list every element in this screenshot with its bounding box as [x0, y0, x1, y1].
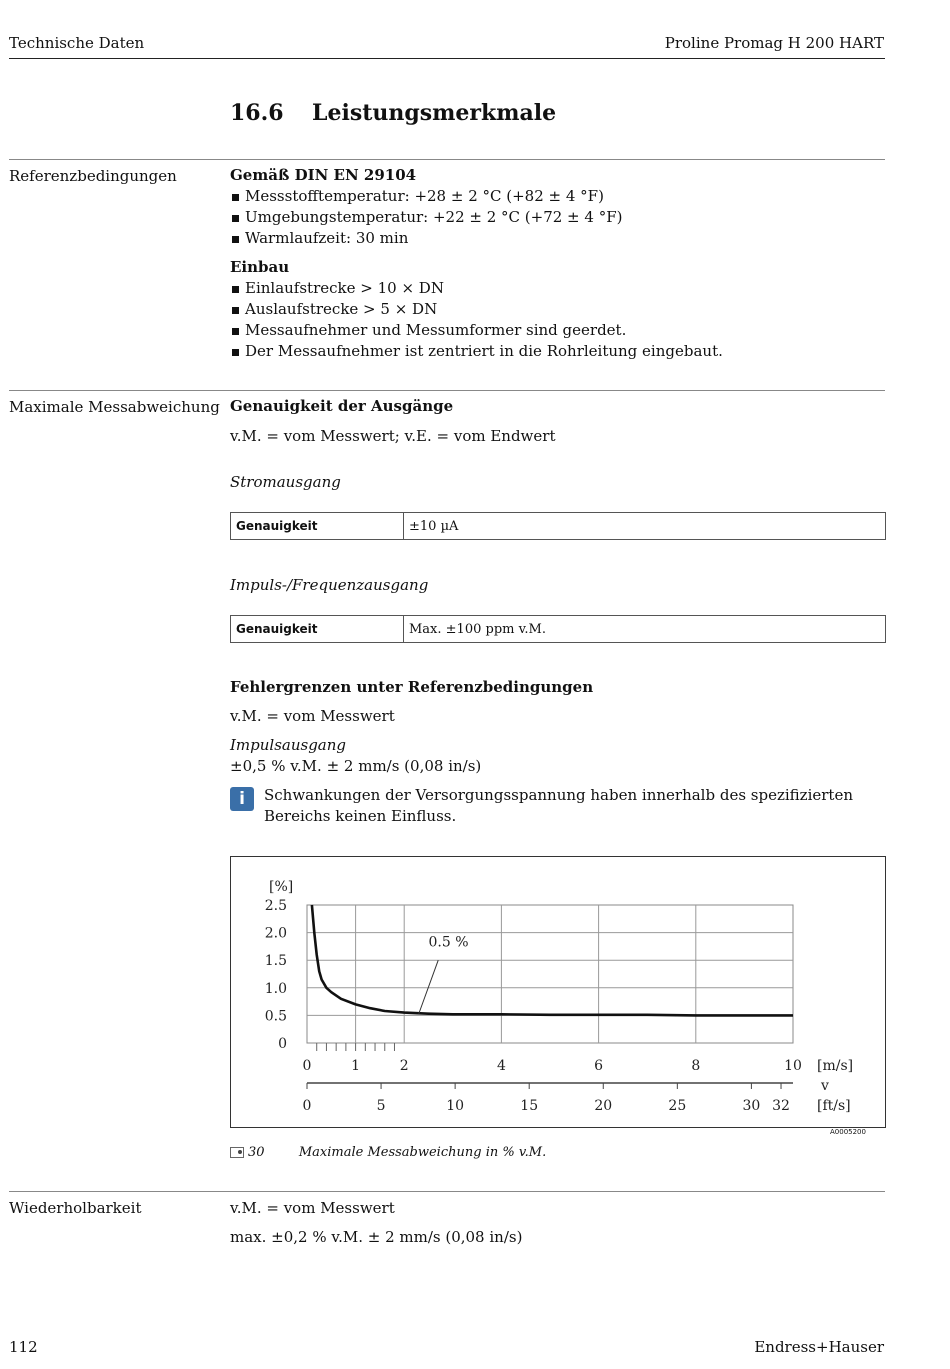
impuls-key: Genauigkeit [231, 616, 404, 643]
wiederhol-line2: max. ±0,2 % v.M. ± 2 mm/s (0,08 in/s) [230, 1228, 523, 1246]
rule-messabweichung [9, 390, 885, 391]
fehler-definition: v.M. = vom Messwert [230, 707, 395, 725]
y-tick-label: 0 [278, 1036, 287, 1052]
x-tick-label: 1 [351, 1058, 361, 1074]
y-tick-label: 2.5 [264, 898, 287, 914]
figure-icon [230, 1147, 244, 1158]
footer-brand: Endress+Hauser [754, 1338, 884, 1356]
ft-tick-label: 32 [772, 1098, 790, 1114]
strom-key: Genauigkeit [231, 513, 404, 540]
label-messabweichung: Maximale Messabweichung [9, 398, 220, 416]
info-icon: i [230, 787, 254, 811]
x-unit-bottom: [ft/s] [817, 1098, 851, 1114]
note-text: Schwankungen der Versorgungsspannung haben innerhalb des spezifizierten Bereichs keinen Einfluss. [264, 786, 853, 825]
rule-referenz [9, 159, 885, 160]
x-unit-top: [m/s] [817, 1058, 854, 1074]
figure-caption [230, 1145, 546, 1160]
x-tick-label: 0 [302, 1058, 312, 1074]
plot-area [307, 905, 793, 1043]
list-item: Messstofftemperatur: +28 ± 2 °C (+82 ± 4 °F) [230, 186, 886, 207]
y-tick-label: 1.5 [264, 953, 287, 970]
impulsausgang-value: ±0,5 % v.M. ± 2 mm/s (0,08 in/s) [230, 757, 482, 775]
strom-value: ±10 µA [404, 513, 886, 540]
ft-tick-label: 20 [594, 1098, 613, 1114]
x-variable-label: v [821, 1078, 829, 1094]
x-tick-label: 8 [691, 1058, 701, 1074]
list-item: Einlaufstrecke > 10 × DN [230, 278, 886, 299]
annotation-label: 0.5 % [428, 934, 469, 951]
genauigkeit-heading: Genauigkeit der Ausgänge [230, 397, 454, 415]
referenz-heading-einbau: Einbau [230, 258, 290, 276]
x-tick-label: 4 [496, 1058, 506, 1074]
label-wiederhol: Wiederholbarkeit [9, 1199, 142, 1217]
chart-frame [230, 856, 886, 1128]
figure-id: A0005200 [830, 1128, 866, 1136]
impuls-value: Max. ±100 ppm v.M. [404, 616, 886, 643]
ft-tick-label: 15 [520, 1098, 539, 1114]
error-curve-chart [231, 857, 885, 1127]
strom-title: Stromausgang [230, 473, 341, 491]
list-item: Warmlaufzeit: 30 min [230, 228, 886, 249]
y-axis-label: [%] [269, 879, 294, 895]
rule-wiederhol [9, 1191, 885, 1192]
referenz-list-2 [230, 278, 886, 362]
strom-table [230, 512, 886, 540]
ft-tick-label: 5 [376, 1098, 386, 1114]
referenz-block [230, 165, 886, 362]
wiederhol-line1: v.M. = vom Messwert [230, 1199, 395, 1217]
list-item: Der Messaufnehmer ist zentriert in die Rohrleitung eingebaut. [230, 341, 886, 362]
ft-tick-label: 10 [446, 1098, 465, 1114]
list-item: Auslaufstrecke > 5 × DN [230, 299, 886, 320]
section-number: 16.6 [230, 100, 284, 126]
section-title [230, 100, 556, 126]
annotation-leader [419, 960, 438, 1014]
table-row [231, 616, 886, 643]
list-item: Umgebungstemperatur: +22 ± 2 °C (+72 ± 4 °F) [230, 207, 886, 228]
figure-number: 30 [248, 1145, 265, 1160]
ft-tick-label: 0 [302, 1098, 312, 1114]
x-tick-label: 2 [399, 1058, 409, 1074]
x-tick-label: 10 [784, 1058, 802, 1074]
label-referenz: Referenzbedingungen [9, 167, 177, 185]
header-right: Proline Promag H 200 HART [664, 34, 884, 52]
list-item: Messaufnehmer und Messumformer sind geerdet. [230, 320, 886, 341]
header-left: Technische Daten [9, 34, 145, 52]
impuls-title: Impuls-/Frequenzausgang [230, 576, 429, 594]
definition-text: v.M. = vom Messwert; v.E. = vom Endwert [230, 427, 556, 445]
y-tick-label: 1.0 [264, 980, 287, 997]
page-number: 112 [9, 1338, 38, 1356]
y-tick-label: 2.0 [264, 925, 287, 942]
fehler-heading: Fehlergrenzen unter Referenzbedingungen [230, 678, 594, 696]
impulsausgang-title: Impulsausgang [230, 736, 347, 754]
ft-tick-label: 30 [742, 1098, 761, 1114]
figure-caption-text: Maximale Messabweichung in % v.M. [298, 1145, 547, 1160]
header-rule [9, 58, 885, 59]
ft-tick-label: 25 [668, 1098, 687, 1114]
referenz-heading-din: Gemäß DIN EN 29104 [230, 166, 417, 184]
impuls-table [230, 615, 886, 643]
section-heading: Leistungsmerkmale [312, 100, 557, 126]
y-tick-label: 0.5 [264, 1008, 287, 1025]
table-row [231, 513, 886, 540]
x-tick-label: 6 [594, 1058, 604, 1074]
referenz-list-1 [230, 186, 886, 249]
